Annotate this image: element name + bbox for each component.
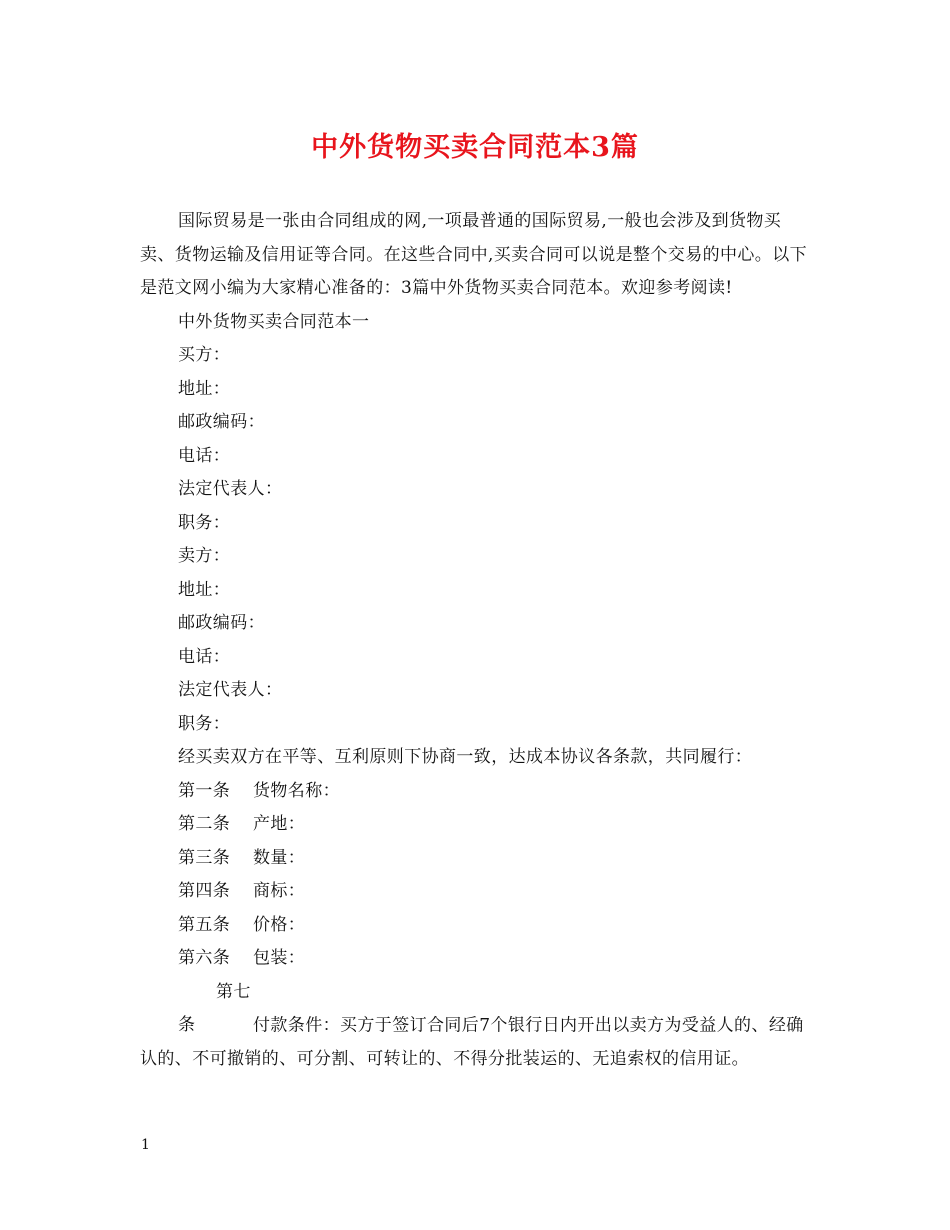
clause-label: 第二条 <box>178 814 231 834</box>
seller-postcode-field: 邮政编码： <box>178 613 265 633</box>
clause-label: 第六条 <box>178 948 231 968</box>
payment-clause <box>140 976 815 1077</box>
section-heading: 中外货物买卖合同范本一 <box>178 311 370 332</box>
clause-line <box>140 909 815 943</box>
clause-text: 价格： <box>253 914 306 935</box>
clause-label: 第一条 <box>178 780 231 801</box>
buyer-position-field: 职务： <box>178 512 231 533</box>
buyer-address-field: 地址： <box>178 378 231 399</box>
buyer-postcode-field: 邮政编码： <box>178 412 265 432</box>
clause-text: 付款条件：买方于签订合同后7个银行日内开出以卖方为受益人的、经确认的、不可撤销的、可分割、可转让的、不得分批装运的、无追索权的信用证。 <box>140 1015 804 1069</box>
buyer-field: 买方： <box>178 345 231 365</box>
clause-line <box>140 808 815 842</box>
seller-address-field: 地址： <box>178 579 231 600</box>
clause-line <box>140 775 815 809</box>
clause-label: 第四条 <box>178 881 231 901</box>
clause-line <box>140 875 815 909</box>
seller-phone-field: 电话： <box>178 646 231 667</box>
agreement-intro: 经买卖双方在平等、互利原则下协商一致，达成本协议各条款，共同履行： <box>178 747 753 767</box>
clause-text: 商标： <box>253 881 306 901</box>
buyer-representative-field: 法定代表人： <box>178 479 283 499</box>
seller-field: 卖方： <box>178 546 231 566</box>
clause-line <box>140 842 815 876</box>
clause-text: 货物名称： <box>253 780 340 801</box>
clause-label: 第五条 <box>178 914 231 935</box>
document-body <box>140 205 815 1076</box>
clause-text: 包装： <box>253 948 306 968</box>
intro-paragraph: 国际贸易是一张由合同组成的网,一项最普通的国际贸易,一般也会涉及到货物买卖、货物运输及信用证等合同。在这些合同中,买卖合同可以说是整个交易的中心。以下是范文网小编为大家精心准备的：3篇中外货物买卖合同范本。欢迎参考阅读! <box>140 211 808 298</box>
clause-label: 第七条 <box>178 981 251 1035</box>
clause-line <box>140 942 815 976</box>
clause-label: 第三条 <box>178 847 231 868</box>
page-number: 1 <box>141 1137 150 1153</box>
clause-text: 产地： <box>253 814 306 834</box>
seller-position-field: 职务： <box>178 713 231 734</box>
buyer-phone-field: 电话： <box>178 445 231 466</box>
clause-text: 数量： <box>253 847 306 868</box>
document-title: 中外货物买卖合同范本3篇 <box>311 132 639 163</box>
seller-representative-field: 法定代表人： <box>178 680 283 700</box>
